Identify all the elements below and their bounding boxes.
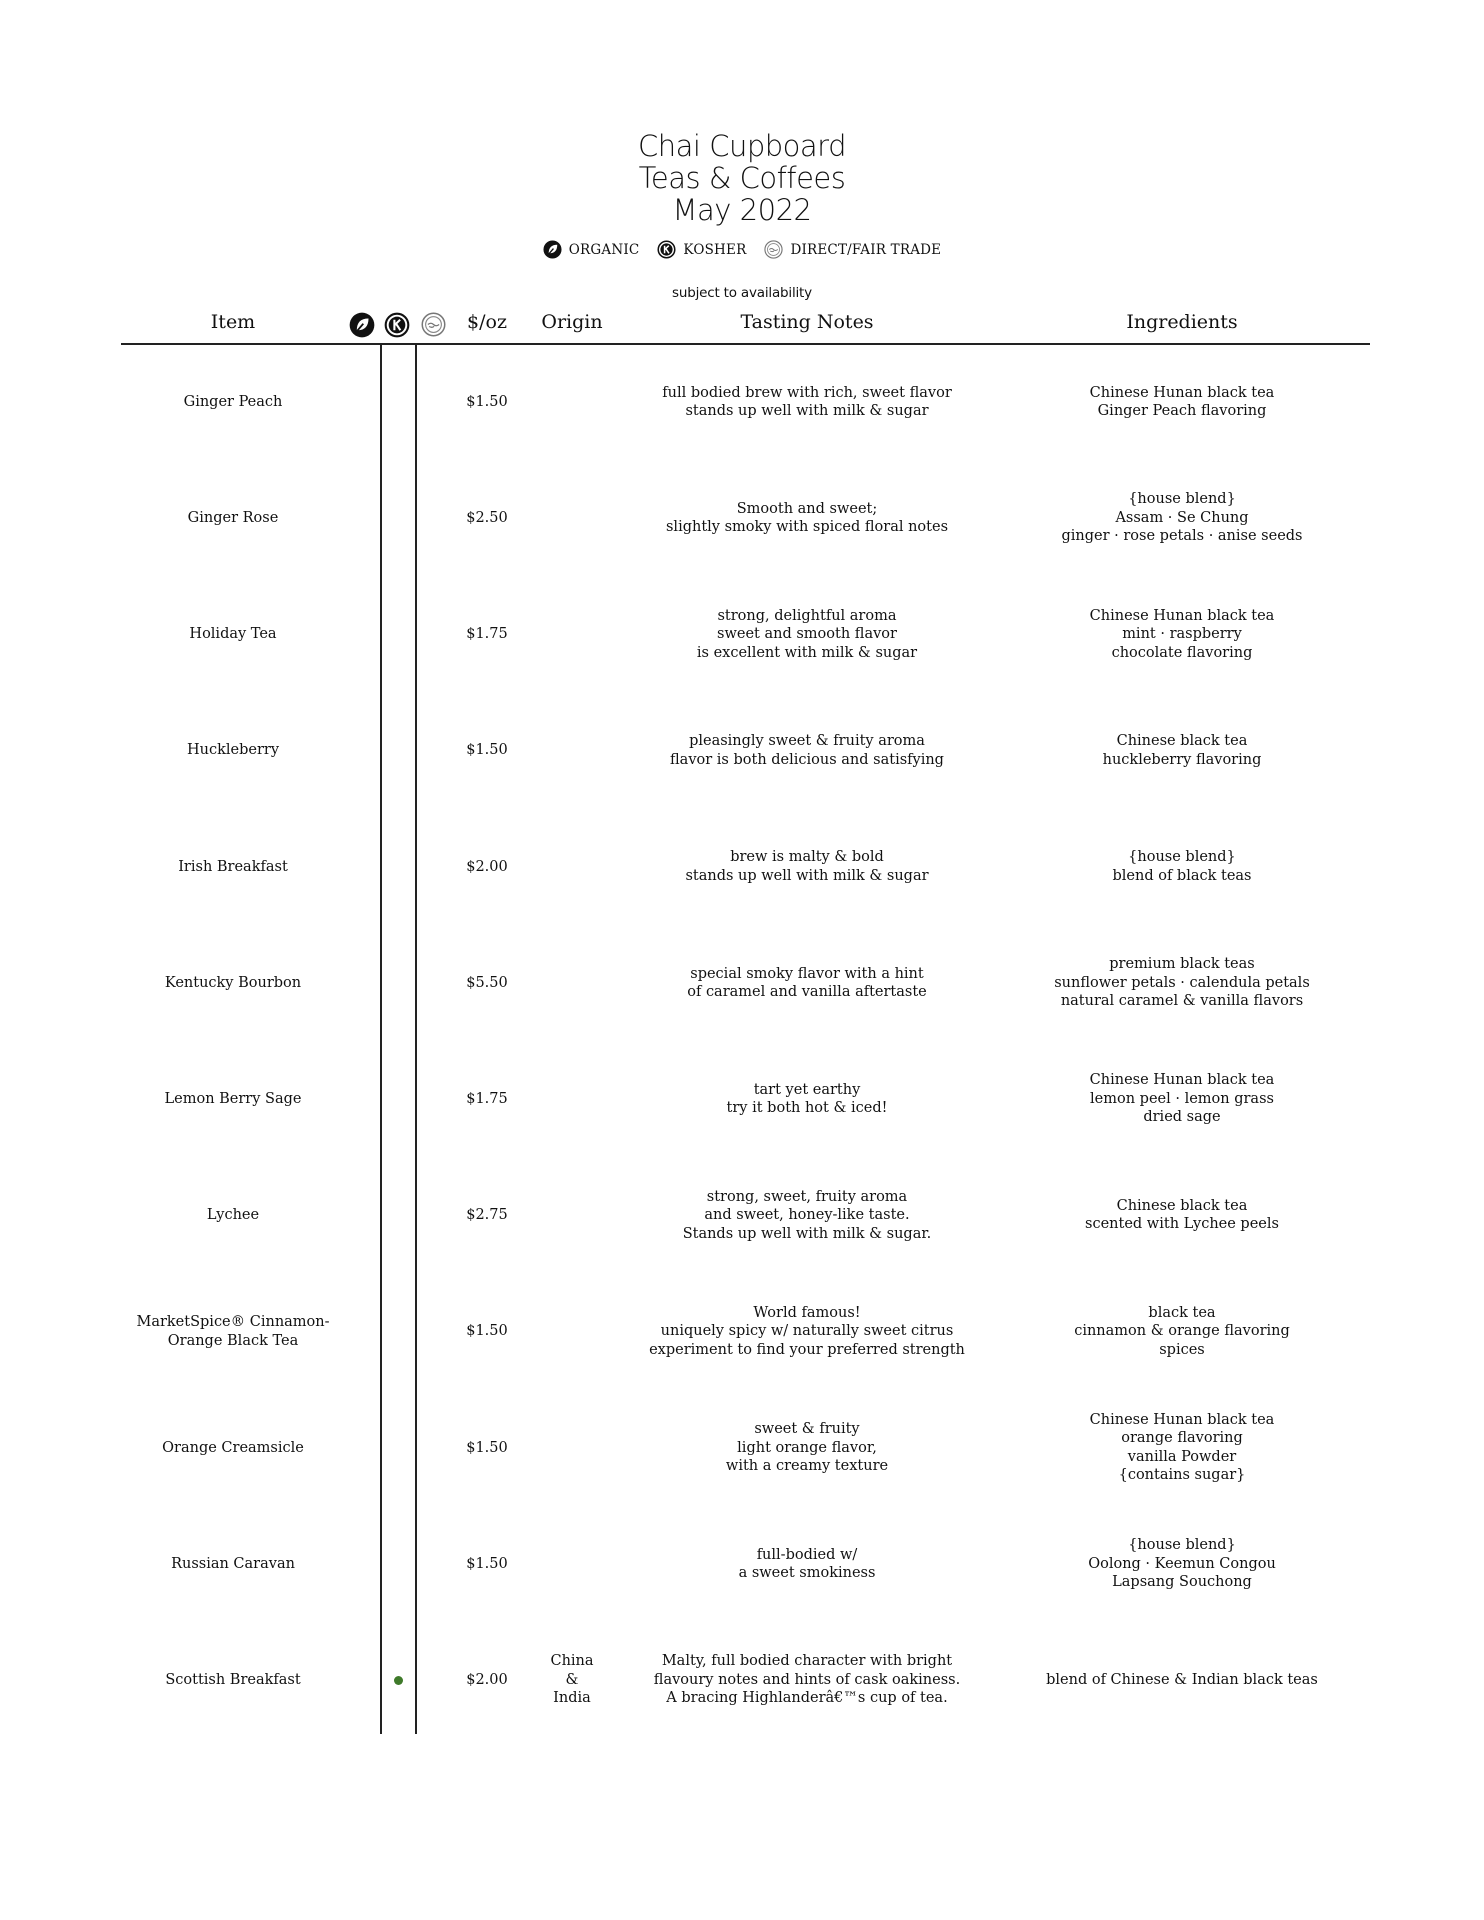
item-name: Ginger Peach: [183, 393, 283, 410]
ingredients: {house blend} Oolong · Keemun Congou Lapsang Souchong: [1088, 1537, 1276, 1591]
column-header-price: $/oz: [467, 311, 507, 333]
price-per-oz-cell: [452, 1041, 522, 1157]
legend-kosher-label: KOSHER: [683, 241, 747, 258]
tasting-notes-cell: [637, 1157, 977, 1273]
ingredients-cell: [1032, 344, 1332, 460]
certification-legend: [0, 240, 1484, 259]
ingredients-cell: [1032, 1390, 1332, 1506]
price-per-oz-cell: [452, 693, 522, 809]
price-per-oz: $1.75: [466, 626, 508, 643]
origin-cell: [527, 344, 617, 460]
item-name: Holiday Tea: [189, 626, 277, 643]
origin-cell: [527, 693, 617, 809]
column-header-origin: Origin: [541, 311, 603, 333]
table-row: [0, 1390, 1484, 1506]
price-per-oz-cell: [452, 576, 522, 692]
title-subtitle: Teas & Coffees: [638, 161, 846, 195]
ingredients: Chinese Hunan black tea orange flavoring vanilla Powder {contains sugar}: [1089, 1411, 1275, 1484]
ingredients: {house blend} blend of black teas: [1112, 849, 1252, 884]
item-name: MarketSpice® Cinnamon- Orange Black Tea: [136, 1314, 330, 1349]
price-per-oz: $1.75: [466, 1090, 508, 1107]
ingredients-cell: [1032, 693, 1332, 809]
price-per-oz-cell: [452, 1506, 522, 1622]
price-per-oz: $1.50: [466, 393, 508, 410]
column-header-ingredients: Ingredients: [1126, 311, 1238, 333]
legend-organic-label: ORGANIC: [568, 241, 640, 258]
legend-fair-trade: [764, 240, 941, 259]
tasting-notes: special smoky flavor with a hint of caramel and vanilla aftertaste: [687, 965, 927, 1000]
price-per-oz-cell: [452, 344, 522, 460]
tasting-notes: Smooth and sweet; slightly smoky with spiced floral notes: [665, 500, 949, 536]
kosher-mark-cell: [382, 1622, 414, 1738]
origin-cell: [527, 809, 617, 925]
origin-cell: [527, 1622, 617, 1738]
ingredients-cell: [1032, 1274, 1332, 1390]
ingredients-cell: [1032, 460, 1332, 576]
price-per-oz: $1.50: [466, 742, 508, 759]
tasting-notes-cell: [637, 925, 977, 1041]
price-per-oz-cell: [452, 1274, 522, 1390]
price-per-oz: $1.50: [466, 1323, 508, 1340]
title-shop-name: Chai Cupboard: [638, 129, 846, 163]
table-row: [0, 925, 1484, 1041]
item-name: Ginger Rose: [187, 509, 279, 526]
table-row: [0, 344, 1484, 460]
title-date: May 2022: [672, 193, 812, 227]
table-row: [0, 576, 1484, 692]
ingredients: premium black teas sunflower petals · calendula petals natural caramel & vanilla flavors: [1054, 956, 1310, 1010]
table-row: [0, 809, 1484, 925]
tasting-notes-cell: [637, 693, 977, 809]
item-name-cell: [113, 1622, 353, 1738]
availability-note: subject to availability: [672, 285, 812, 301]
ingredients: Chinese Hunan black tea lemon peel · lemon grass dried sage: [1089, 1072, 1275, 1126]
ingredients-cell: [1032, 1506, 1332, 1622]
item-name: Russian Caravan: [171, 1555, 295, 1572]
tasting-notes: World famous! uniquely spicy w/ naturally sweet citrus experiment to find your preferred strength: [649, 1304, 965, 1358]
direct-fair-trade-handshake-icon: [421, 312, 446, 337]
organic-leaf-icon: [543, 240, 562, 259]
origin-cell: [527, 1157, 617, 1273]
origin-cell: [527, 1041, 617, 1157]
origin: China & India: [550, 1653, 594, 1707]
origin-cell: [527, 1274, 617, 1390]
item-name: Huckleberry: [186, 742, 280, 759]
column-header-item: Item: [210, 311, 256, 333]
price-per-oz: $1.50: [466, 1555, 508, 1572]
tasting-notes: sweet & fruity light orange flavor, with a creamy texture: [725, 1421, 889, 1475]
item-name-cell: [113, 1041, 353, 1157]
price-per-oz: $5.50: [466, 974, 508, 991]
item-name-cell: [113, 344, 353, 460]
item-name-cell: [113, 1390, 353, 1506]
item-name-cell: [113, 693, 353, 809]
legend-kosher: [657, 240, 746, 259]
table-row: [0, 693, 1484, 809]
price-per-oz: $2.75: [466, 1207, 508, 1224]
price-per-oz-cell: [452, 809, 522, 925]
tasting-notes: strong, delightful aroma sweet and smooth flavor is excellent with milk & sugar: [696, 607, 918, 661]
item-name-cell: [113, 460, 353, 576]
item-name: Lychee: [206, 1207, 260, 1224]
tasting-notes-cell: [637, 344, 977, 460]
ingredients-cell: [1032, 1041, 1332, 1157]
tasting-notes-cell: [637, 576, 977, 692]
tasting-notes-cell: [637, 1506, 977, 1622]
ingredients: Chinese black tea huckleberry flavoring: [1102, 733, 1262, 768]
ingredients-cell: [1032, 925, 1332, 1041]
item-name: Scottish Breakfast: [165, 1671, 301, 1688]
ingredients: black tea cinnamon & orange flavoring spices: [1074, 1304, 1290, 1358]
item-name: Lemon Berry Sage: [164, 1090, 302, 1107]
origin-cell: [527, 925, 617, 1041]
item-name: Orange Creamsicle: [162, 1439, 304, 1456]
tasting-notes-cell: [637, 809, 977, 925]
item-name-cell: [113, 1506, 353, 1622]
price-per-oz: $2.00: [466, 858, 508, 875]
item-name-cell: [113, 576, 353, 692]
tasting-notes-cell: [637, 1622, 977, 1738]
ingredients-cell: [1032, 1157, 1332, 1273]
ingredients: {house blend} Assam · Se Chung ginger · rose petals · anise seeds: [1061, 491, 1303, 545]
ingredients-cell: [1032, 576, 1332, 692]
table-row: [0, 1506, 1484, 1622]
price-per-oz-cell: [452, 925, 522, 1041]
ingredients: Chinese black tea scented with Lychee peels: [1085, 1197, 1279, 1233]
origin-cell: [527, 460, 617, 576]
price-per-oz-cell: [452, 1390, 522, 1506]
table-row: [0, 1157, 1484, 1273]
origin-cell: [527, 1390, 617, 1506]
tasting-notes-cell: [637, 460, 977, 576]
tasting-notes-cell: [637, 1274, 977, 1390]
price-per-oz: $2.00: [466, 1671, 508, 1688]
ingredients-cell: [1032, 809, 1332, 925]
kosher-mark-dot-icon: [394, 1676, 403, 1685]
ingredients: Chinese Hunan black tea mint · raspberry chocolate flavoring: [1089, 607, 1275, 661]
tasting-notes-cell: [637, 1390, 977, 1506]
origin-cell: [527, 1506, 617, 1622]
tasting-notes: brew is malty & bold stands up well with milk & sugar: [685, 849, 929, 884]
ingredients-cell: [1032, 1622, 1332, 1738]
ingredients: Chinese Hunan black tea Ginger Peach flavoring: [1089, 384, 1275, 419]
table-row: [0, 1041, 1484, 1157]
table-row: [0, 460, 1484, 576]
item-name: Kentucky Bourbon: [164, 974, 302, 991]
tasting-notes: full bodied brew with rich, sweet flavor stands up well with milk & sugar: [662, 384, 952, 419]
price-per-oz: $2.50: [466, 509, 508, 526]
legend-fair-trade-label: DIRECT/FAIR TRADE: [790, 241, 942, 258]
organic-leaf-icon: [349, 312, 375, 338]
ingredients: blend of Chinese & Indian black teas: [1046, 1671, 1318, 1688]
tasting-notes: full-bodied w/ a sweet smokiness: [738, 1546, 876, 1581]
direct-fair-trade-handshake-icon: [764, 240, 783, 259]
price-per-oz-cell: [452, 1157, 522, 1273]
item-name-cell: [113, 925, 353, 1041]
item-name-cell: [113, 1157, 353, 1273]
tasting-notes: Malty, full bodied character with bright flavoury notes and hints of cask oakiness. A bracing Highlanderâ€™s cup of tea.: [653, 1653, 961, 1707]
item-name-cell: [113, 809, 353, 925]
legend-organic: [543, 240, 640, 259]
price-per-oz-cell: [452, 1622, 522, 1738]
kosher-k-icon: [657, 240, 676, 259]
kosher-k-icon: [384, 312, 410, 338]
table-row: [0, 1622, 1484, 1738]
column-header-tasting-notes: Tasting Notes: [740, 311, 874, 333]
menu-header: [0, 130, 1484, 301]
tasting-notes: pleasingly sweet & fruity aroma flavor is both delicious and satisfying: [670, 733, 944, 768]
tasting-notes: strong, sweet, fruity aroma and sweet, honey-like taste. Stands up well with milk & sugar.: [682, 1188, 932, 1242]
item-name: Irish Breakfast: [178, 858, 288, 875]
tasting-notes-cell: [637, 1041, 977, 1157]
price-per-oz-cell: [452, 460, 522, 576]
origin-cell: [527, 576, 617, 692]
item-name-cell: [113, 1274, 353, 1390]
tasting-notes: tart yet earthy try it both hot & iced!: [726, 1081, 888, 1117]
price-per-oz: $1.50: [466, 1439, 508, 1456]
table-row: [0, 1274, 1484, 1390]
